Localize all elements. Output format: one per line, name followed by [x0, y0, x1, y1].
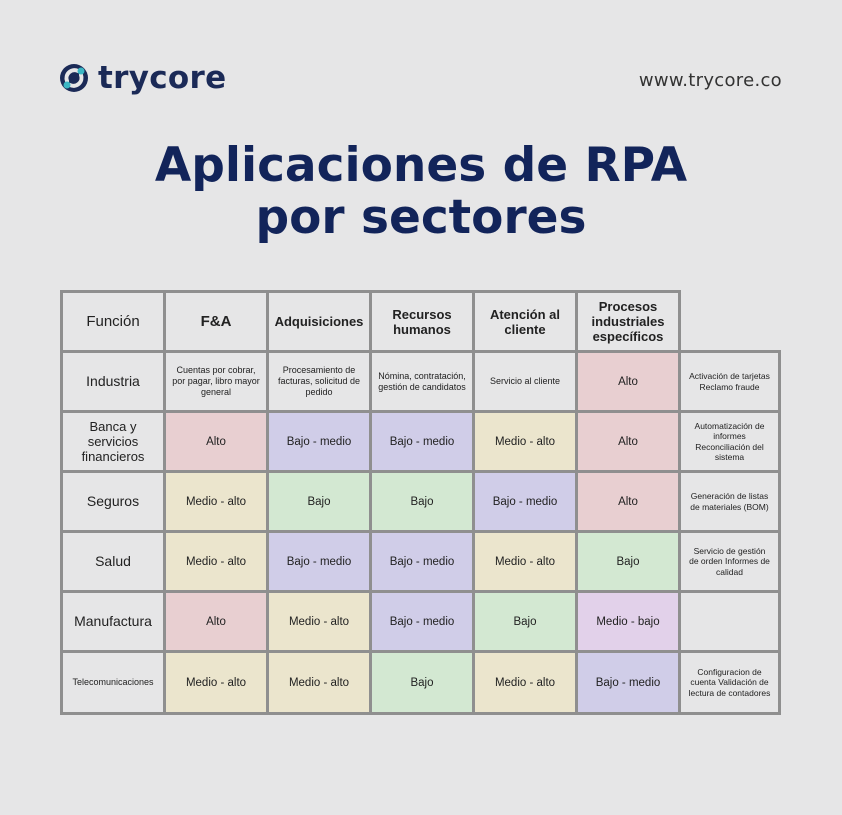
table-cell: Alto	[575, 350, 681, 413]
brand-logo	[58, 60, 226, 96]
table-cell: Nómina, contratación, gestión de candidatos	[369, 350, 475, 413]
table-cell: Medio - bajo	[575, 590, 681, 653]
row-label-telecomunicaciones: Telecomunicaciones	[60, 650, 166, 715]
table-cell: Bajo - medio	[266, 410, 372, 473]
table-cell: Bajo - medio	[575, 650, 681, 715]
row-note: Servicio de gestión de orden Informes de calidad	[678, 530, 781, 593]
row-note: Automatización de informes Reconciliación del sistema	[678, 410, 781, 473]
row-label-salud: Salud	[60, 530, 166, 593]
row-label-banca: Banca y servicios financieros	[60, 410, 166, 473]
table-cell: Medio - alto	[266, 590, 372, 653]
table-cell: Medio - alto	[163, 650, 269, 715]
table-cell: Medio - alto	[472, 650, 578, 715]
table-cell: Alto	[575, 410, 681, 473]
table-cell: Servicio al cliente	[472, 350, 578, 413]
row-label-seguros: Seguros	[60, 470, 166, 533]
website-url: www.trycore.co	[638, 70, 782, 91]
table-cell: Medio - alto	[472, 530, 578, 593]
table-cell: Bajo	[369, 650, 475, 715]
row-note: Configuracion de cuenta Validación de lectura de contadores	[678, 650, 781, 715]
row-note: Activación de tarjetas Reclamo fraude	[678, 350, 781, 413]
title-line-2: por sectores	[255, 190, 587, 245]
trycore-logo-icon	[58, 62, 90, 94]
table-cell: Bajo - medio	[266, 530, 372, 593]
table-cell: Bajo	[369, 470, 475, 533]
table-cell: Medio - alto	[163, 470, 269, 533]
table-cell: Medio - alto	[266, 650, 372, 715]
header-adquisiciones: Adquisiciones	[266, 290, 372, 353]
brand-name: trycore	[98, 60, 227, 96]
header-atencion-cliente: Atención al cliente	[472, 290, 578, 353]
row-note	[678, 590, 781, 653]
table-cell: Alto	[575, 470, 681, 533]
page-title	[0, 140, 842, 244]
table-cell: Bajo - medio	[472, 470, 578, 533]
header-funcion: Función	[60, 290, 166, 353]
row-note: Generación de listas de materiales (BOM)	[678, 470, 781, 533]
rpa-sectors-table	[60, 290, 781, 715]
table-cell: Bajo	[575, 530, 681, 593]
table-cell: Alto	[163, 410, 269, 473]
title-line-1: Aplicaciones de RPA	[154, 138, 688, 193]
table-cell: Bajo	[266, 470, 372, 533]
table-cell: Alto	[163, 590, 269, 653]
header-recursos-humanos: Recursos humanos	[369, 290, 475, 353]
header-fa: F&A	[163, 290, 269, 353]
table-cell: Bajo - medio	[369, 590, 475, 653]
table-cell: Medio - alto	[163, 530, 269, 593]
table-cell: Bajo - medio	[369, 410, 475, 473]
table-cell: Procesamiento de facturas, solicitud de pedido	[266, 350, 372, 413]
row-label-manufactura: Manufactura	[60, 590, 166, 653]
table-cell: Bajo	[472, 590, 578, 653]
table-cell: Medio - alto	[472, 410, 578, 473]
table-cell: Cuentas por cobrar, por pagar, libro mayor general	[163, 350, 269, 413]
header-procesos-industriales: Procesos industriales específicos	[575, 290, 681, 353]
row-label-industria: Industria	[60, 350, 166, 413]
table-cell: Bajo - medio	[369, 530, 475, 593]
